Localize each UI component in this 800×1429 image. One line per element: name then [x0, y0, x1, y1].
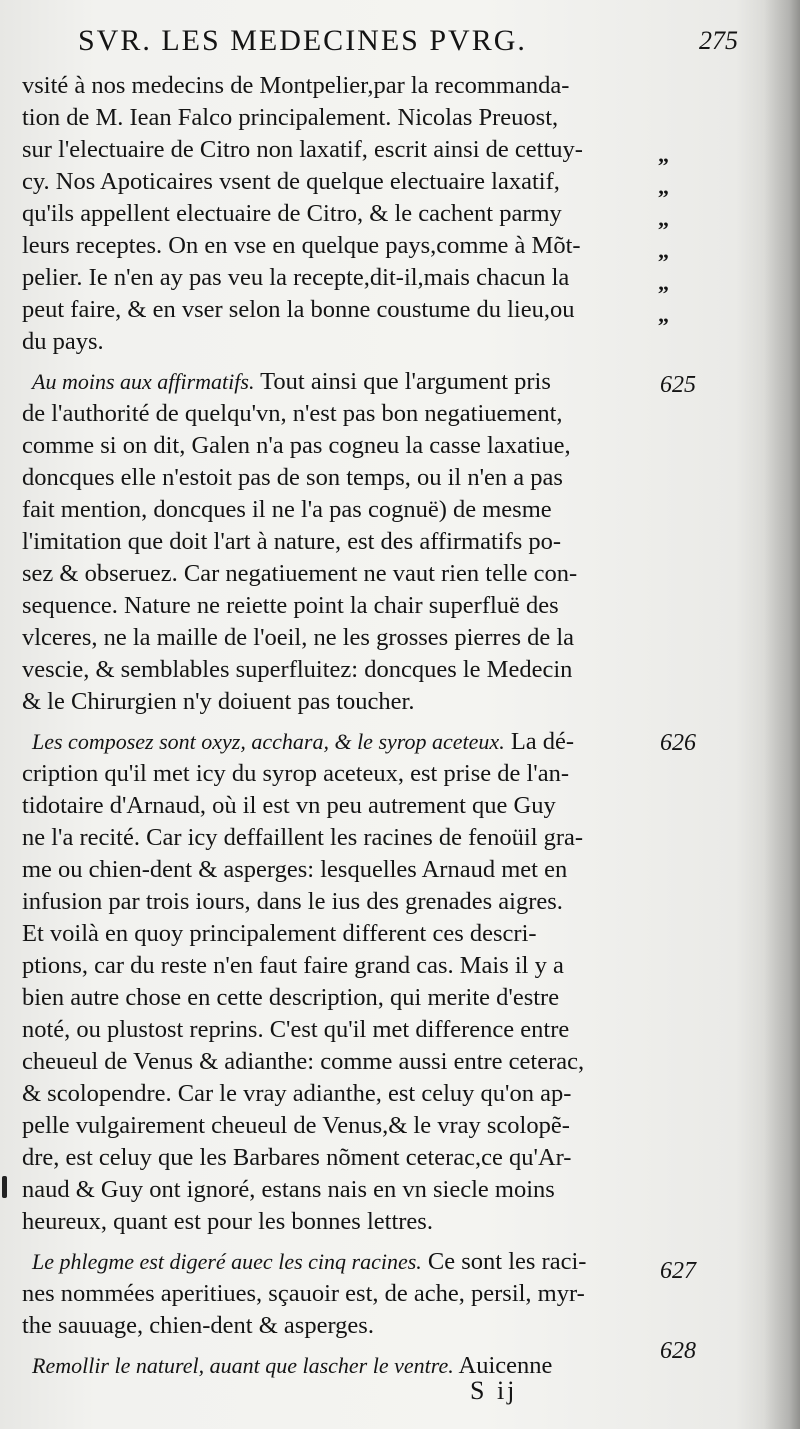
- text-line: vsité à nos medecins de Montpelier,par la recommanda-: [22, 72, 570, 99]
- margin-number: 625: [660, 372, 696, 398]
- text-line: & le Chirurgien n'y doiuent pas toucher.: [22, 688, 415, 715]
- text-line: Le phlegme est digeré auec les cinq racines. Ce sont les raci-: [32, 1248, 587, 1275]
- text-line: vlceres, ne la maille de l'oeil, ne les grosses pierres de la: [22, 624, 575, 651]
- text-line: qu'ils appellent electuaire de Citro, & le cachent parmy: [22, 200, 562, 227]
- text-line: Et voilà en quoy principalement different ces descri-: [22, 920, 537, 947]
- quote-mark: „: [658, 174, 669, 199]
- text-line: tidotaire d'Arnaud, où il est vn peu autrement que Guy: [22, 792, 556, 819]
- body-text: [22, 70, 662, 1382]
- text-line: ptions, car du reste n'en faut faire grand cas. Mais il y a: [22, 952, 564, 979]
- text-line: nes nommées aperitiues, sçauoir est, de ache, persil, myr-: [22, 1280, 585, 1307]
- text-line: cy. Nos Apoticaires vsent de quelque electuaire laxatif,: [22, 168, 560, 195]
- text-line: noté, ou plustost reprins. C'est qu'il met difference entre: [22, 1016, 570, 1043]
- text-line: leurs receptes. On en vse en quelque pays,comme à Mõt-: [22, 232, 581, 259]
- text-line: l'imitation que doit l'art à nature, est des affirmatifs po-: [22, 528, 562, 555]
- quote-mark: „: [658, 302, 669, 327]
- quote-mark: „: [658, 238, 669, 263]
- text-line: infusion par trois iours, dans le ius des grenades aigres.: [22, 888, 563, 915]
- text-line: peut faire, & en vser selon la bonne coustume du lieu,ou: [22, 296, 575, 323]
- margin-mark: [2, 1176, 7, 1198]
- text-line: bien autre chose en cette description, qui merite d'estre: [22, 984, 560, 1011]
- quote-mark: „: [658, 206, 669, 231]
- text-line: cheueul de Venus & adianthe: comme aussi entre ceterac,: [22, 1048, 585, 1075]
- quote-mark: „: [658, 142, 669, 167]
- text-line: vescie, & semblables superfluitez: doncques le Medecin: [22, 656, 573, 683]
- margin-number: 627: [660, 1258, 696, 1284]
- page-shadow: [764, 0, 800, 1429]
- text-line: naud & Guy ont ignoré, estans nais en vn siecle moins: [22, 1176, 555, 1203]
- text-line: tion de M. Iean Falco principalement. Nicolas Preuost,: [22, 104, 559, 131]
- signature-mark: S ij: [470, 1376, 518, 1405]
- text-line: de l'authorité de quelqu'vn, n'est pas bon negatiuement,: [22, 400, 563, 427]
- text-line: doncques elle n'estoit pas de son temps, ou il n'en a pas: [22, 464, 563, 491]
- text-line: pelle vulgairement cheueul de Venus,& le vray scolopẽ-: [22, 1112, 570, 1139]
- lemma-text: Au moins aux affirmatifs.: [32, 369, 255, 394]
- text-line: sur l'electuaire de Citro non laxatif, escrit ainsi de cettuy-: [22, 136, 583, 163]
- page-number: 275: [699, 26, 738, 55]
- text-line: ne l'a recité. Car icy deffaillent les racines de fenoüil gra-: [22, 824, 584, 851]
- text-line: Les composez sont oxyz, acchara, & le syrop aceteux. La dé-: [32, 728, 575, 755]
- text-line: dre, est celuy que les Barbares nõment ceterac,ce qu'Ar-: [22, 1144, 572, 1171]
- text-line: heureux, quant est pour les bonnes lettres.: [22, 1208, 433, 1235]
- text-line: comme si on dit, Galen n'a pas cogneu la casse laxatiue,: [22, 432, 571, 459]
- lemma-text: Remollir le naturel, auant que lascher le ventre.: [32, 1353, 454, 1378]
- text-line: cription qu'il met icy du syrop aceteux, est prise de l'an-: [22, 760, 569, 787]
- margin-number: 626: [660, 730, 696, 756]
- page-header: [78, 18, 738, 66]
- text-line: Remollir le naturel, auant que lascher le ventre. Auicenne: [32, 1352, 553, 1379]
- text-line: pelier. Ie n'en ay pas veu la recepte,dit-il,mais chacun la: [22, 264, 570, 291]
- text-line: the sauuage, chien-dent & asperges.: [22, 1312, 374, 1339]
- text-line: sequence. Nature ne reiette point la chair superfluë des: [22, 592, 559, 619]
- text-line: sez & obseruez. Car negatiuement ne vaut rien telle con-: [22, 560, 578, 587]
- quote-mark: „: [658, 270, 669, 295]
- text-line: Au moins aux affirmatifs. Tout ainsi que l'argument pris: [32, 368, 551, 395]
- running-title: SVR. LES MEDECINES PVRG.: [78, 24, 527, 57]
- lemma-text: Le phlegme est digeré auec les cinq racines.: [32, 1249, 422, 1274]
- text-line: & scolopendre. Car le vray adianthe, est celuy qu'on ap-: [22, 1080, 572, 1107]
- lemma-text: Les composez sont oxyz, acchara, & le syrop aceteux.: [32, 729, 505, 754]
- margin-number: 628: [660, 1338, 696, 1364]
- text-line: du pays.: [22, 328, 104, 355]
- text-line: me ou chien-dent & asperges: lesquelles Arnaud met en: [22, 856, 568, 883]
- text-line: fait mention, doncques il ne l'a pas cognuë) de mesme: [22, 496, 552, 523]
